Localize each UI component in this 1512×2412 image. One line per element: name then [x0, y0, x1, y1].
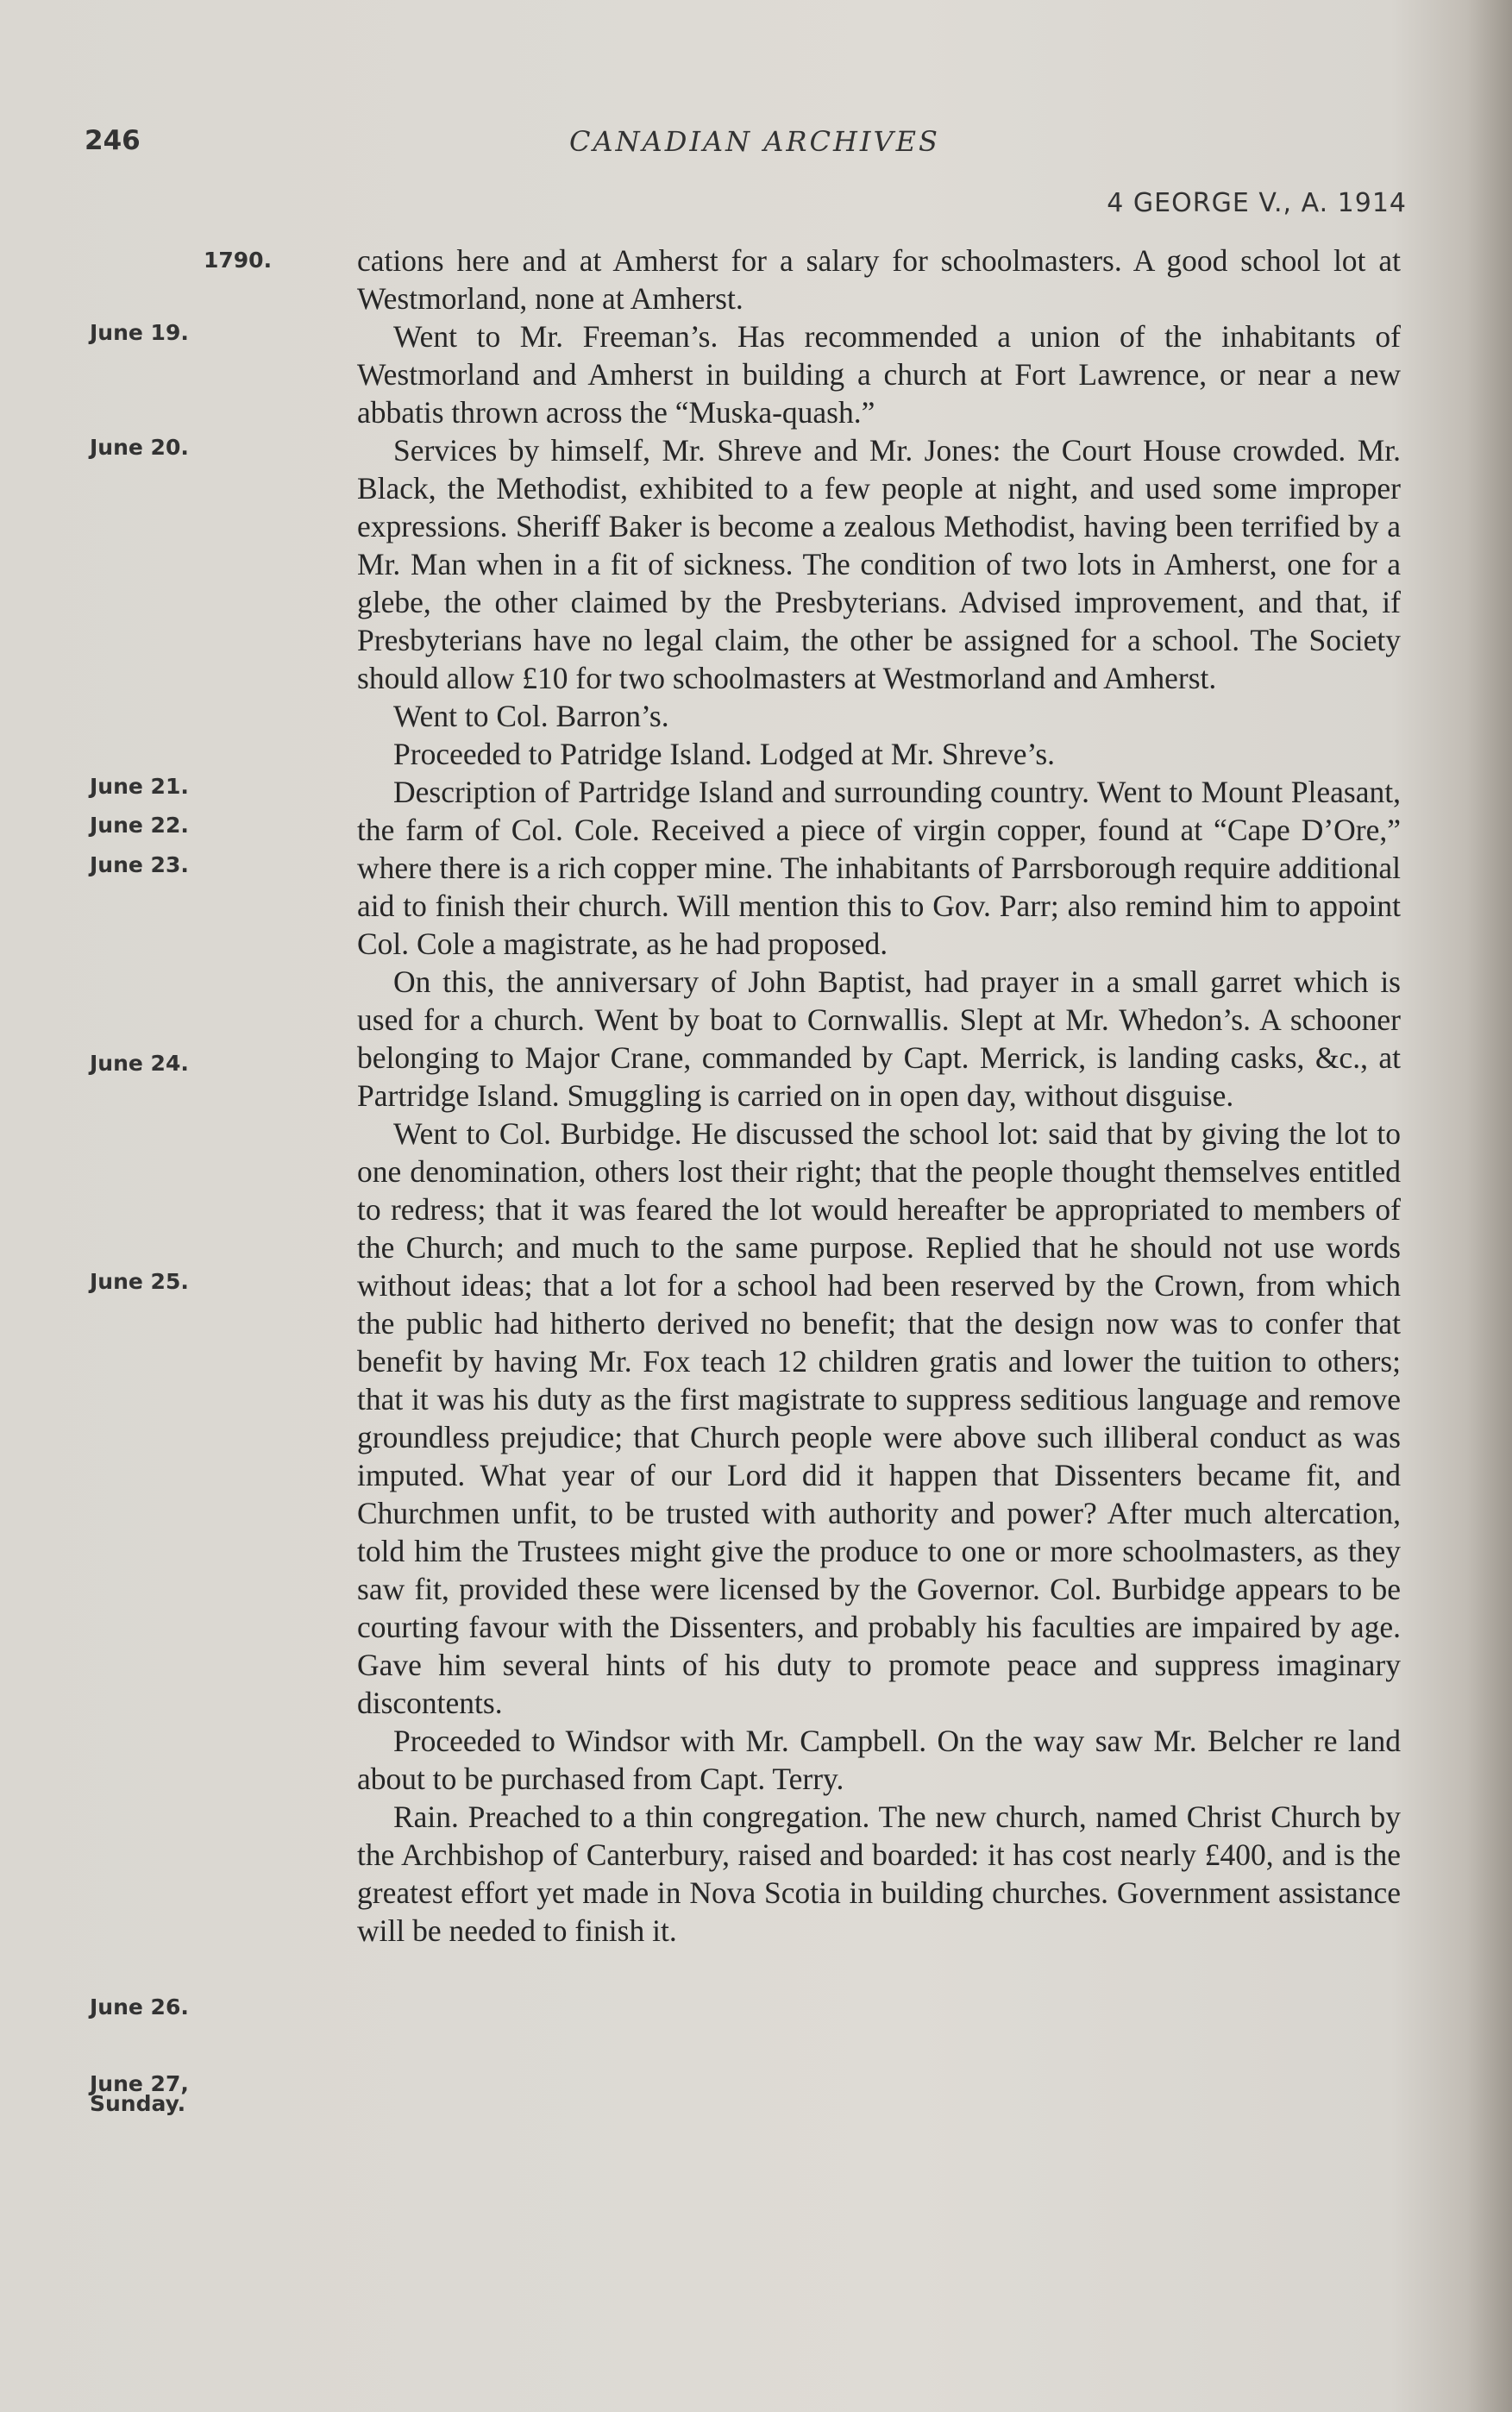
paragraph: Services by himself, Mr. Shreve and Mr. Jones: the Court House crowded. Mr. Black, the Methodist, exhibited to a few people at night, and used some improper expressions. Sheriff Baker is become a zealous Methodist, having been terrified by a Mr. Man when in a fit of sickness. The condition of two lots in Amherst, one for a glebe, the other claimed by the Presbyterians. Advised improvement, and that, if Presbyterians have no legal claim, the other be assigned for a school. The Society should allow £10 for two schoolmasters at Westmorland and Amherst.: [357, 433, 1401, 695]
journal-text: [357, 242, 1401, 1950]
paragraph: Proceeded to Windsor with Mr. Campbell. On the way saw Mr. Belcher re land about to be purchased from Capt. Terry.: [357, 1724, 1401, 1796]
margin-date: June 24.: [90, 1051, 189, 1076]
paragraph: Rain. Preached to a thin congregation. The new church, named Christ Church by the Archbishop of Canterbury, raised and boarded: it has cost nearly £400, and is the greatest effort yet made in Nova Scotia in building churches. Government assistance will be needed to finish it.: [357, 1800, 1401, 1948]
running-title: CANADIAN ARCHIVES: [569, 125, 940, 158]
paragraph: Went to Mr. Freeman’s. Has recommended a union of the inhabitants of Westmorland and Amherst in building a church at Fort Lawrence, or near a new abbatis thrown across the “Muska-quash.”: [357, 319, 1401, 430]
paragraph: Went to Col. Burbidge. He discussed the school lot: said that by giving the lot to one denomination, others lost their right; that the people thought themselves entitled to redress; that it was feared the lot would hereafter be appropriated to members of the Church; and much to the same purpose. Replied that he should not use words without ideas; that a lot for a school had been reserved by the Crown, from which the public had hitherto derived no benefit; that the design now was to confer that benefit by having Mr. Fox teach 12 children gratis and lower the tuition to others; that it was his duty as the first magistrate to suppress seditious language and remove groundless prejudice; that Church people were above such illiberal conduct as was imputed. What year of our Lord did it happen that Dissenters became fit, and Churchmen unfit, to be trusted with authority and power? After much altercation, told him the Trustees might give the produce to one or more schoolmasters, as they saw fit, provided these were licensed by the Governor. Col. Burbidge appears to be courting favour with the Dissenters, and probably his faculties are impaired by age. Gave him several hints of his duty to promote peace and suppress imaginary discontents.: [357, 1116, 1401, 1720]
margin-date: June 27,: [90, 2071, 189, 2096]
margin-date: June 25.: [90, 1269, 189, 1294]
paragraph: cations here and at Amherst for a salary for schoolmasters. A good school lot at Westmorland, none at Amherst.: [357, 243, 1401, 316]
paragraph: Proceeded to Patridge Island. Lodged at Mr. Shreve’s.: [393, 737, 1056, 771]
paragraph: On this, the anniversary of John Baptist, had prayer in a small garret which is used for a church. Went by boat to Cornwallis. Slept at Mr. Whedon’s. A schooner belonging to Major Crane, commanded by Capt. Merrick, is landing casks, &c., at Partridge Island. Smuggling is carried on in open day, without disguise.: [357, 964, 1401, 1113]
margin-date: June 19.: [90, 320, 189, 345]
margin-year: 1790.: [204, 248, 273, 273]
margin-date: June 22.: [90, 813, 189, 838]
margin-date: June 21.: [90, 774, 189, 799]
paragraph: Description of Partridge Island and surrounding country. Went to Mount Pleasant, the farm of Col. Cole. Received a piece of virgin copper, found at “Cape D’Ore,” where there is a rich copper mine. The inhabitants of Parrsborough require additional aid to finish their church. Will mention this to Gov. Parr; also remind him to appoint Col. Cole a magistrate, as he had proposed.: [357, 775, 1401, 961]
margin-date: June 26.: [90, 1994, 189, 2019]
margin-date: June 20.: [90, 435, 189, 460]
paragraph: Went to Col. Barron’s.: [393, 699, 669, 733]
page-number: 246: [85, 125, 141, 156]
session-reference: 4 GEORGE V., A. 1914: [1107, 188, 1407, 218]
margin-date: Sunday.: [90, 2091, 186, 2116]
margin-date: June 23.: [90, 852, 189, 877]
